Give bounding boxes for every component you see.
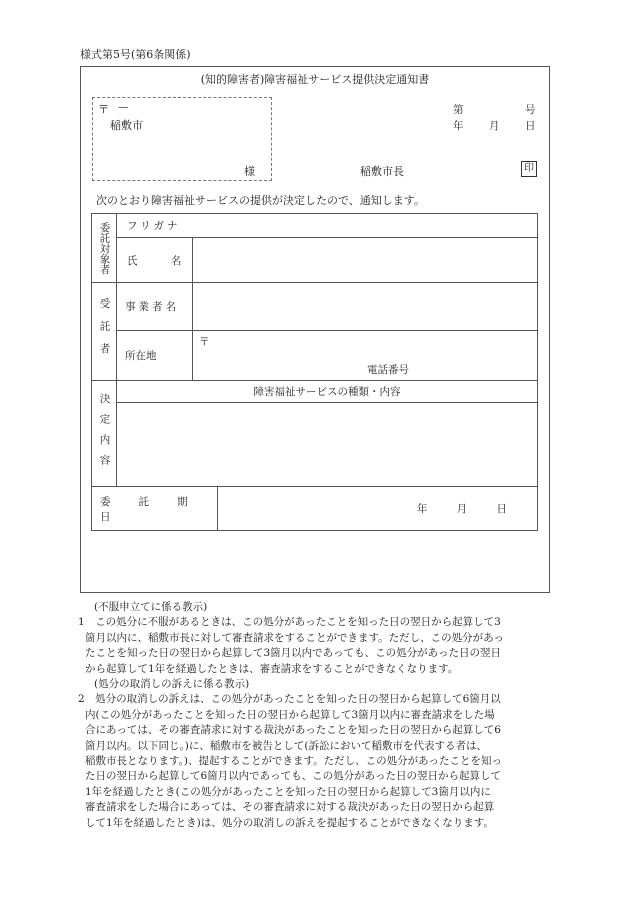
phone-label: 電話番号 <box>367 364 409 376</box>
date-month: 月 <box>489 120 500 132</box>
postal-mark: 〒 <box>98 103 109 116</box>
appeal-line-2: 箇月以内に、稲敷市長に対して審査請求をすることができます。ただし、この処分があっ <box>85 631 505 644</box>
appeal-line-3: たことを知った日の翌日から起算して3箇月以内であっても、この処分があった日の翌日 <box>85 647 501 660</box>
appeal-line-1: 1 この処分に不服があるときは、この処分があったことを知った日の翌日から起算して3 <box>78 616 501 629</box>
period-date: 年 月 日 <box>416 503 507 515</box>
lawsuit-line-5: 稲敷市長となります。)、提起することができます。ただし、この処分があったことを知っ <box>85 755 503 768</box>
contractor-header: 受託者 <box>92 283 117 381</box>
business-name-value[interactable] <box>193 283 538 331</box>
seal-mark: 印 <box>521 161 537 177</box>
lawsuit-line-2: 内(この処分があったことを知った日の翌日から起算して3箇月以内に審査請求をした場 <box>85 708 495 721</box>
location-postal-mark: 〒 <box>199 336 210 348</box>
date-year: 年 <box>453 120 464 132</box>
lawsuit-heading: (処分の取消しの訴えに係る教示) <box>94 678 250 691</box>
postal-dash: — <box>118 101 129 113</box>
lawsuit-line-3: 合にあっては、その審査請求に対する裁決があったことを知った日の翌日から起算して6 <box>85 724 501 737</box>
honorific-sama: 様 <box>244 165 255 178</box>
name-value[interactable] <box>193 238 538 283</box>
target-person-header: 委託対象者 <box>92 214 117 283</box>
doc-number-suffix: 号 <box>525 104 536 116</box>
lawsuit-line-6: た日の翌日から起算して6箇月以内であっても、この処分があった日の翌日から起算して <box>85 770 501 783</box>
form-number: 様式第5号(第6条関係) <box>80 48 191 61</box>
service-content-value[interactable] <box>117 403 538 487</box>
period-label-cell <box>92 487 218 531</box>
sender-title: 稲敷市長 <box>360 165 404 178</box>
appeal-line-4: から起算して1年を経過したときは、審査請求をすることができなくなります。 <box>85 662 459 675</box>
date-day: 日 <box>525 120 536 132</box>
period-label: 委託期日 <box>100 495 216 523</box>
name-label-cell <box>117 238 193 283</box>
decision-header: 決定内容 <box>92 381 117 487</box>
period-value[interactable] <box>218 487 538 531</box>
document-title: (知的障害者)障害福祉サービス提供決定通知書 <box>200 73 430 86</box>
recipient-city: 稲敷市 <box>110 119 143 132</box>
location-label-cell <box>117 331 193 381</box>
lawsuit-line-7: 1年を経過したとき(この処分があったことを知った日の翌日から起算して3箇月以内に <box>85 785 491 798</box>
location-label: 所在地 <box>125 350 157 362</box>
intro-text: 次のとおり障害福祉サービスの提供が決定したので、通知します。 <box>96 194 425 207</box>
appeal-heading: (不服申立てに係る教示) <box>94 601 208 613</box>
lawsuit-line-9: して1年を経過したとき)は、処分の取消しの訴えを提起することができなくなります。 <box>85 816 494 829</box>
furigana-label: フリガナ <box>127 220 181 232</box>
lawsuit-line-4: 箇月以内。以下同じ。)に、稲敷市を被告として(訴訟において稲敷市を代表する者は、 <box>85 739 487 752</box>
instructions-section <box>78 600 552 831</box>
decision-table <box>91 213 538 531</box>
name-label: 氏 名 <box>127 254 182 267</box>
service-type-header <box>117 381 538 403</box>
doc-number-prefix: 第 <box>453 104 464 116</box>
business-name-label-cell <box>117 283 193 331</box>
furigana-row <box>117 214 538 238</box>
lawsuit-line-8: 審査請求をした場合にあっては、その審査請求に対する裁決があった日の翌日から起算 <box>85 801 495 814</box>
lawsuit-line-1: 2 処分の取消しの訴えは、この処分があったことを知った日の翌日から起算して6箇月以 <box>78 693 501 706</box>
business-name-label: 事業者名 <box>125 301 179 313</box>
service-type-label: 障害福祉サービスの種類・内容 <box>253 386 401 398</box>
location-value[interactable] <box>193 331 538 381</box>
